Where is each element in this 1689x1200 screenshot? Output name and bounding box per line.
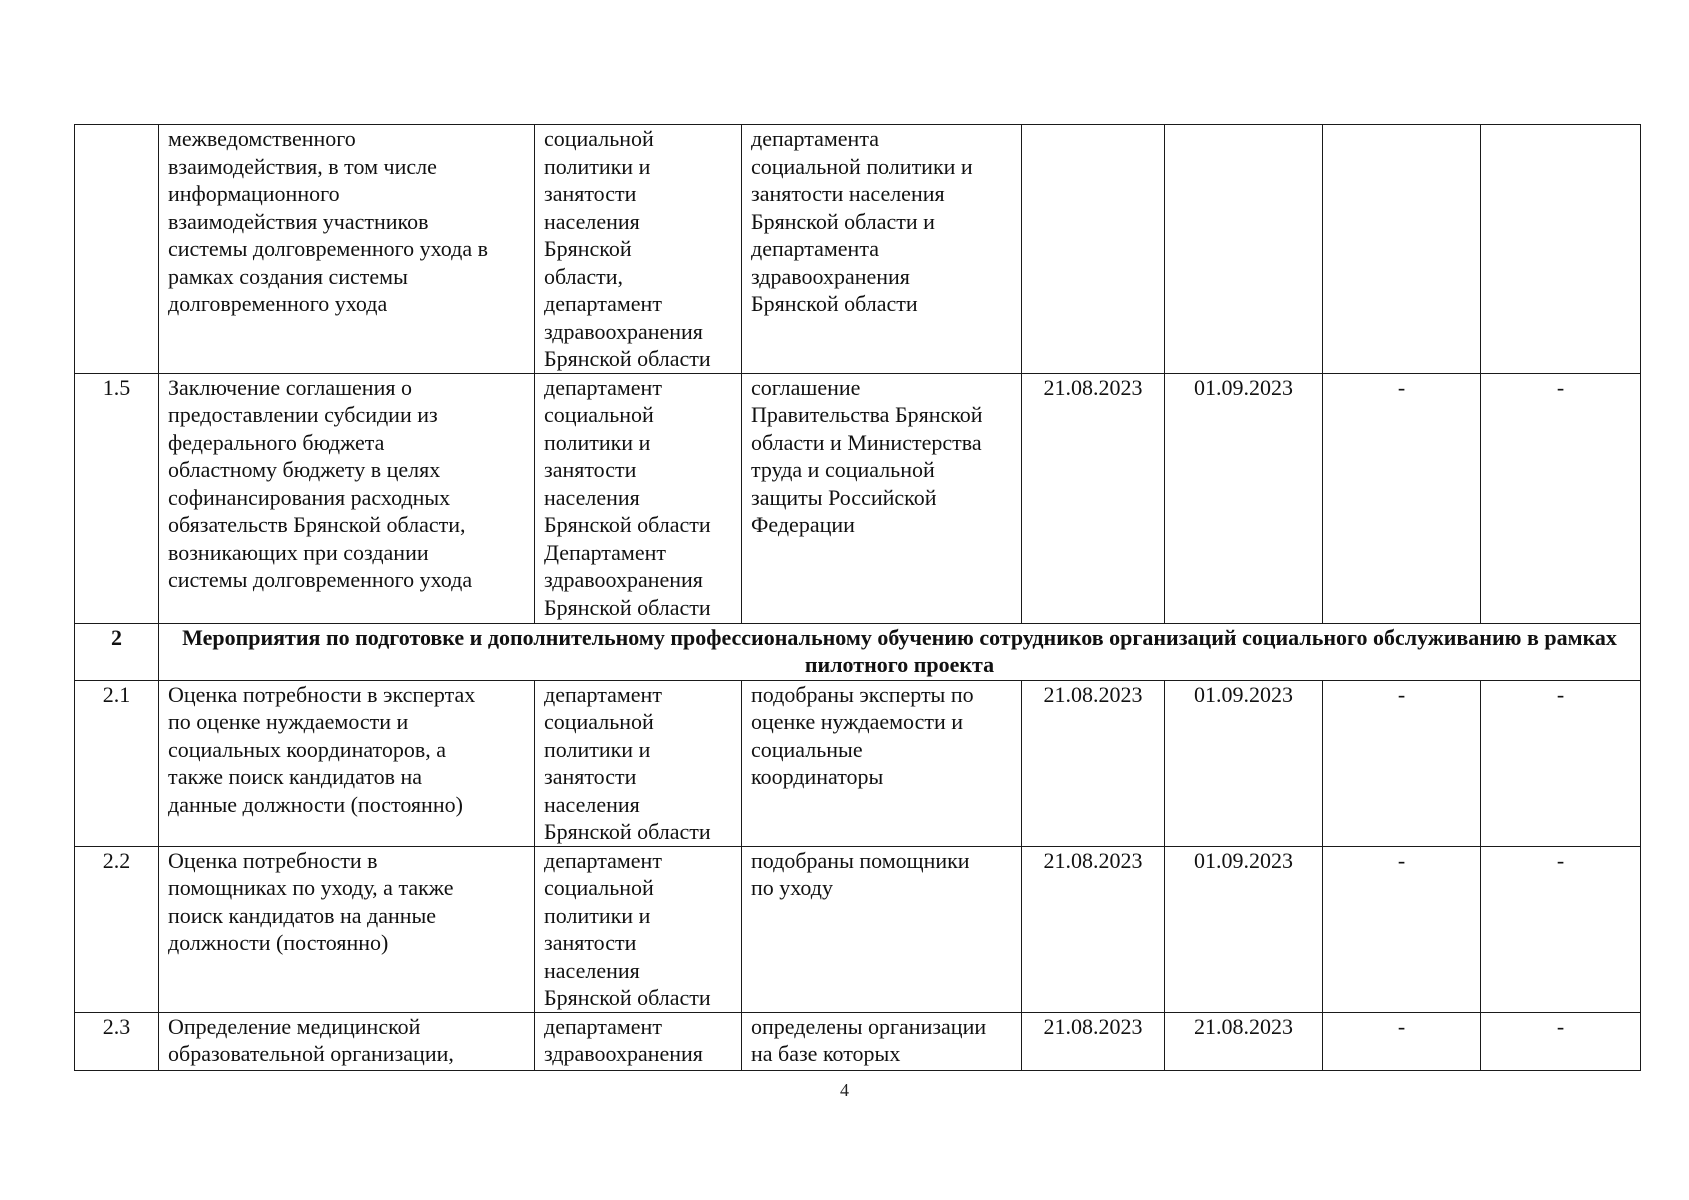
section-row xyxy=(75,623,1641,680)
column-7-value: - xyxy=(1323,846,1481,1012)
page-number: 4 xyxy=(840,1080,849,1100)
activity-cell: межведомственного взаимодействия, в том числе информационного взаимодействия участников системы долговременного ухода в рамках создания системы долговременного ухода xyxy=(159,125,535,374)
column-8-value: - xyxy=(1481,846,1641,1012)
responsible-cell: департамент социальной политики и занятости населения Брянской области xyxy=(535,680,742,846)
result-cell: подобраны помощники по уходу xyxy=(742,846,1022,1012)
column-7-value: - xyxy=(1323,680,1481,846)
start-date: 21.08.2023 xyxy=(1022,1012,1165,1070)
end-date: 21.08.2023 xyxy=(1165,1012,1323,1070)
responsible-cell: департамент социальной политики и занятости населения Брянской области xyxy=(535,846,742,1012)
table-row xyxy=(75,1012,1641,1070)
end-date: 01.09.2023 xyxy=(1165,680,1323,846)
result-cell: соглашение Правительства Брянской области и Министерства труда и социальной защиты Российской Федерации xyxy=(742,373,1022,623)
item-number: 2.1 xyxy=(75,680,159,846)
end-date: 01.09.2023 xyxy=(1165,373,1323,623)
section-title: Мероприятия по подготовке и дополнительному профессиональному обучению сотрудников организаций социального обслуживанию в рамках пилотного проекта xyxy=(159,623,1641,680)
table-row xyxy=(75,125,1641,374)
activity-cell: Заключение соглашения о предоставлении субсидии из федерального бюджета областному бюджету в целях софинансирования расходных обязательств Брянской области, возникающих при создании системы долговременного ухода xyxy=(159,373,535,623)
responsible-cell: департамент социальной политики и занятости населения Брянской области Департамент здравоохранения Брянской области xyxy=(535,373,742,623)
activity-cell: Оценка потребности в помощниках по уходу, а также поиск кандидатов на данные должности (постоянно) xyxy=(159,846,535,1012)
activity-cell: Оценка потребности в экспертах по оценке нуждаемости и социальных координаторов, а также поиск кандидатов на данные должности (постоянно) xyxy=(159,680,535,846)
section-number: 2 xyxy=(75,623,159,680)
result-cell: определены организации на базе которых xyxy=(742,1012,1022,1070)
result-cell: департамента социальной политики и занятости населения Брянской области и департамента здравоохранения Брянской области xyxy=(742,125,1022,374)
table-row xyxy=(75,680,1641,846)
column-8-value: - xyxy=(1481,1012,1641,1070)
activity-cell: Определение медицинской образовательной организации, xyxy=(159,1012,535,1070)
result-cell: подобраны эксперты по оценке нуждаемости и социальные координаторы xyxy=(742,680,1022,846)
start-date: 21.08.2023 xyxy=(1022,846,1165,1012)
start-date: 21.08.2023 xyxy=(1022,680,1165,846)
table-row xyxy=(75,846,1641,1012)
table-row xyxy=(75,373,1641,623)
item-number: 2.2 xyxy=(75,846,159,1012)
column-8-value: - xyxy=(1481,373,1641,623)
column-8-value xyxy=(1481,125,1641,374)
item-number xyxy=(75,125,159,374)
activity-plan-table xyxy=(74,124,1641,1071)
column-7-value: - xyxy=(1323,1012,1481,1070)
column-7-value xyxy=(1323,125,1481,374)
item-number: 1.5 xyxy=(75,373,159,623)
responsible-cell: департамент здравоохранения xyxy=(535,1012,742,1070)
start-date: 21.08.2023 xyxy=(1022,373,1165,623)
end-date xyxy=(1165,125,1323,374)
column-8-value: - xyxy=(1481,680,1641,846)
start-date xyxy=(1022,125,1165,374)
column-7-value: - xyxy=(1323,373,1481,623)
end-date: 01.09.2023 xyxy=(1165,846,1323,1012)
item-number: 2.3 xyxy=(75,1012,159,1070)
responsible-cell: социальной политики и занятости населения Брянской области, департамент здравоохранения Брянской области xyxy=(535,125,742,374)
